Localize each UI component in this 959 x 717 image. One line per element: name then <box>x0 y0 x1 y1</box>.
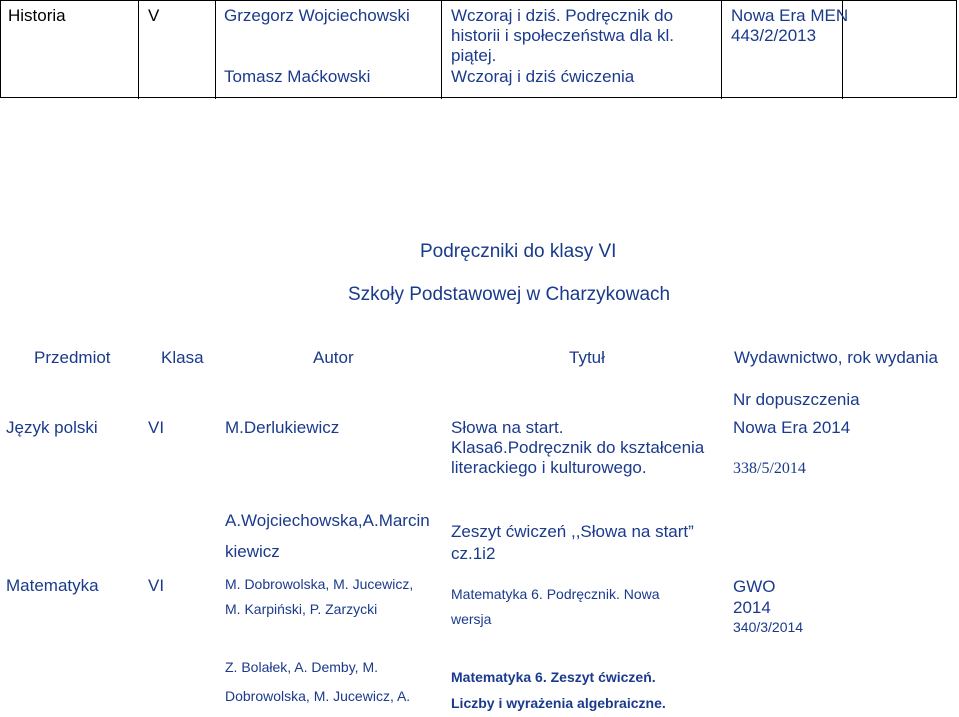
column-header-publisher: Wydawnictwo, rok wydania <box>734 348 938 367</box>
cell-class: V <box>148 6 160 25</box>
cell-author: M. Dobrowolska, M. Jucewicz, <box>225 576 414 592</box>
cell-publisher: 2014 <box>733 598 771 617</box>
cell-author: Z. Bolałek, A. Demby, M. <box>225 659 379 675</box>
cell-author: Tomasz Maćkowski <box>224 67 371 86</box>
cell-title: Liczby i wyrażenia algebraiczne. <box>451 695 666 711</box>
column-header-title: Tytuł <box>569 348 605 367</box>
column-header-number: Nr dopuszczenia <box>733 390 860 409</box>
cell-author: Grzegorz Wojciechowski <box>224 6 410 25</box>
cell-title: historii i społeczeństwa dla kl. <box>451 26 674 45</box>
cell-author: A.Wojciechowska,A.Marcin <box>225 511 430 530</box>
cell-title: Klasa6.Podręcznik do kształcenia <box>451 438 705 457</box>
cell-title: Wczoraj i dziś. Podręcznik do <box>451 6 674 25</box>
table-divider <box>215 1 216 99</box>
cell-title: literackiego i kulturowego. <box>451 458 647 477</box>
page-subtitle: Szkoły Podstawowej w Charzykowach <box>348 284 671 305</box>
cell-title: piątej. <box>451 46 497 65</box>
cell-author: M.Derlukiewicz <box>225 418 340 437</box>
column-header-subject: Przedmiot <box>34 348 111 367</box>
table-divider <box>721 1 722 99</box>
page-title: Podręczniki do klasy VI <box>420 241 617 262</box>
cell-number: 338/5/2014 <box>733 460 806 477</box>
cell-title: Matematyka 6. Zeszyt ćwiczeń. <box>451 669 656 685</box>
cell-title: Zeszyt ćwiczeń ,,Słowa na start” <box>451 522 694 541</box>
cell-publisher: Nowa Era MEN <box>731 6 849 25</box>
cell-title: cz.1i2 <box>451 544 496 563</box>
column-header-author: Autor <box>313 348 354 367</box>
cell-subject: Historia <box>8 6 66 25</box>
cell-number: 443/2/2013 <box>731 26 817 45</box>
cell-title: Matematyka 6. Podręcznik. Nowa <box>451 586 660 602</box>
cell-author: Dobrowolska, M. Jucewicz, A. <box>225 688 411 704</box>
table-divider <box>138 1 139 99</box>
cell-number: 340/3/2014 <box>733 619 804 635</box>
cell-title: Wczoraj i dziś ćwiczenia <box>451 67 635 86</box>
cell-title: wersja <box>451 611 492 627</box>
cell-class: VI <box>148 418 165 437</box>
cell-publisher: GWO <box>733 577 776 596</box>
cell-author: M. Karpiński, P. Zarzycki <box>225 601 378 617</box>
cell-class: VI <box>148 576 165 595</box>
cell-subject: Matematyka <box>6 576 99 595</box>
cell-publisher: Nowa Era 2014 <box>733 418 851 437</box>
cell-author: kiewicz <box>225 542 280 561</box>
cell-subject: Język polski <box>6 418 98 437</box>
table-divider <box>441 1 442 99</box>
cell-title: Słowa na start. <box>451 418 564 437</box>
column-header-class: Klasa <box>161 348 204 367</box>
